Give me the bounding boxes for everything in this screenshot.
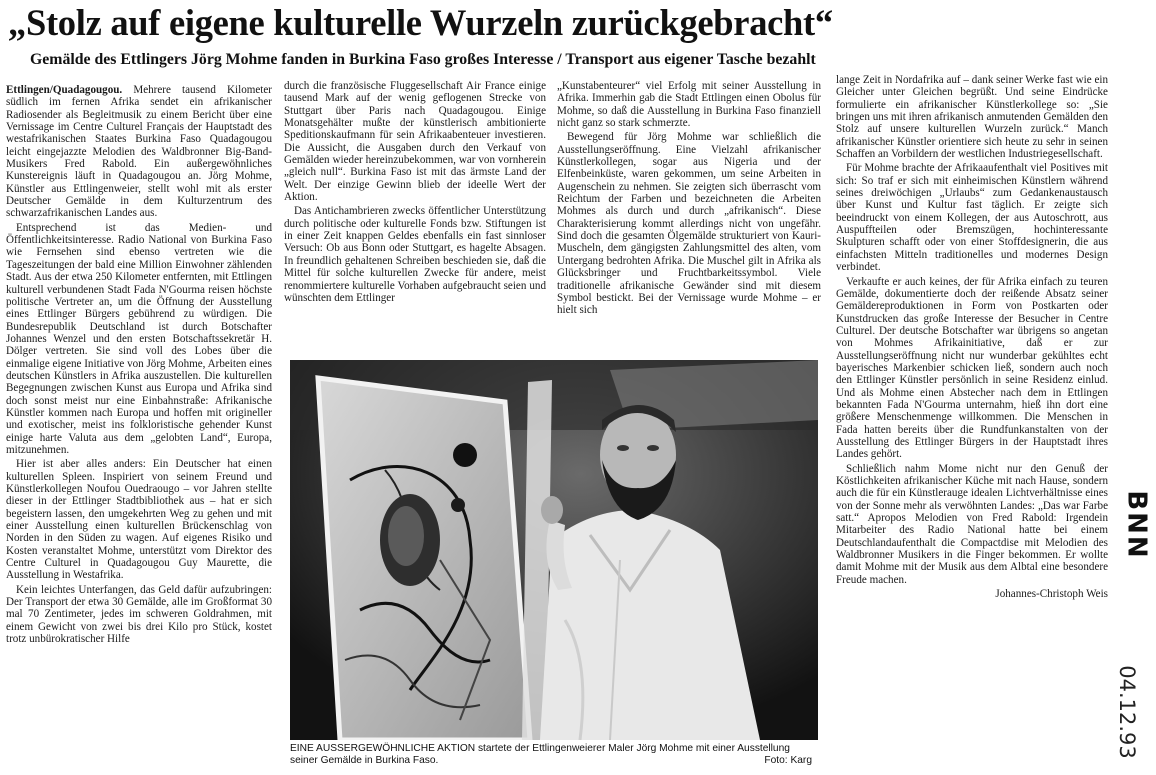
photo-credit: Foto: Karg (764, 755, 812, 767)
paragraph: lange Zeit in Nordafrika auf – dank seiner Werke fast wie ein Gleicher unter Gleichen begrüßt. Und seine Eindrücke formulierte ein afrikanischer Künstlerkollege so: „Sie bringen uns mit ihren afrikanisch anmutenden Gemälden den Stolz auf unsere kulturellen Wurzeln zurück.“ Manch afrikanischer Künstler orientiere sich heute zu sehr in seinen Schaffen an Vorbildern der westlichen Industriegesellschaft. (836, 74, 1108, 161)
paragraph: Hier ist aber alles anders: Ein Deutscher hat einen kulturellen Spleen. Inspiriert von seinem Freund und Künstlerkollegen Noufou Ouedraougo – vor Jahren stellte dieser in der Ettlinger Stadtbibliothek aus – hat er sich begeistern lassen, den umgekehrten Weg zu gehen und mit einer Ausstellung einen kulturellen Brückenschlag von Norden in den Süden zu wagen. Auf eigenes Risiko und Kosten veranstaltet Mohme, unterstützt vom Direktor des Centre Culturel in Quadagougou Guy Maurette, die Ausstellung in Westafrika. (6, 458, 272, 582)
photo-caption (290, 743, 818, 768)
handwritten-date-note (1108, 660, 1152, 770)
paragraph: Für Mohme brachte der Afrikaaufenthalt viel Positives mit sich: So traf er sich mit einheimischen Künstlern während seines dreiwöchigen „Urlaubs“ zum Gedankenaustausch über Kunst und Kultur fast täglich. Er zeigte sich beeindruckt von einem Kollegen, der aus Autoschrott, aus Auspuffteilen oder Bremszügen, hochinteressante Skulpturen schafft oder von einer Stoffdesignerin, die aus einfachsten Mitteln traditionelles und modernes Design verbindet. (836, 162, 1108, 274)
painting (318, 378, 530, 740)
paragraph: Schließlich nahm Mome nicht nur den Genuß der Köstlichkeiten afrikanischer Küche mit nach Hause, sondern auch die für ein Künstlerauge idealen Lichtverhältnisse eines von der Sonne mehr als verwöhnten Landes: „Das war Farbe satt.“ Apropos Melodien von Fred Rabold: Irgendein Mitarbeiter des Radio National hatte bei einem Deutschlandaufenthalt die Compactdise mit Melodien des Waldbronner Musikers in die Finger bekommen. Er wollte damit Mohme mit der Musik aus dem Albtal eine besondere Freude machen. (836, 462, 1108, 586)
paragraph: Bewegend für Jörg Mohme war schließlich die Ausstellungseröffnung. Eine Vielzahl afrikanischer Künstlerkollegen, sogar aus Nigeria und der Elfenbeinküste, waren gekommen, um seine Arbeiten in Augenschein zu nehmen. Sie zeigten sich überrascht vom Reichtum der Farben und bezeichneten die Arbeiten Mohmes als durch und durch „afrikanisch“. Diese Charakterisierung kommt allerdings nicht von ungefähr. Sind doch die gesamten Ölgemälde strukturiert von Kauri-Muscheln, dem gängigsten Zahlungsmittel des alten, vom Untergang bedrohten Afrika. Die Muschel gilt in Afrika als Glücksbringer und Fruchtbarkeitssymbol. Viele traditionelle afrikanische Gewänder sind mit diesem Symbol bestickt. Bei der Vernissage wurde Mohme – er hielt sich (557, 131, 821, 317)
paragraph: Entsprechend ist das Medien- und Öffentlichkeitsinteresse. Radio National von Burkina Faso wie Fernsehen sind ebenso vertreten wie die Tageszeitungen der bald eine Million Einwohner zählenden Stadt. Aus der etwa 250 Kilometer entfernten, mit Ettlingen kulturell verbundenen Stadt Fada N'Gourma reisen höchste politische Vertreter an, um die Öffnung der Ausstellung eines Ettlinger Bürgers gebührend zu würdigen. Die Bundesrepublik Deutschland ist durch Botschafter Johannes Wenzel und den ersten Botschaftssekretär H. Dölger vertreten. Sie sind voll des Lobes über die einmalige eigene Initiative von Jörg Mohme, Arbeiten eines deutschen Künstlers in Afrika auszustellen. Die kulturellen Begegnungen zwischen Kunst aus Europa und Afrika sind doch sonst meist nur eine Einbahnstraße: Afrikanische Künstler kommen nach Europa und hoffen mit origineller und exotischer, meist ins folkloristische gehender Kunst einige harte Valuta aus dem „gelobten Land“, Europa, mitzunehmen. (6, 221, 272, 456)
article-column-3 (557, 80, 821, 356)
paragraph (6, 84, 272, 220)
photo-illustration (290, 360, 818, 740)
article-column-4 (836, 74, 1108, 766)
subheadline: Gemälde des Ettlingers Jörg Mohme fanden in Burkina Faso großes Interesse / Transport aus eigener Tasche bezahlt (30, 51, 816, 68)
paragraph: durch die französische Fluggesellschaft Air France einige tausend Mark auf der wenig geflogenen Strecke von Stuttgart über Paris nach Quadagougou. Einige Monatsgehälter mußte der künstlerisch ambitionierte Speditionskaufmann für sein Afrikaabenteuer investieren. Die Aussicht, die Ausgaben durch den Verkauf von Gemälden wieder hereinzubekommen, war von vornherein „gleich null“. Burkina Faso ist mit das ärmste Land der Welt. Der einzige Gewinn blieb der ideelle Wert der Aktion. (284, 80, 546, 204)
paragraph: Verkaufte er auch keines, der für Afrika einfach zu teuren Gemälde, dokumentierte doch der reißende Absatz seiner Gemäldereproduktionen in Form von Postkarten oder Kunstdrucken das große Interesse der Besucher in Centre Culturel. Der deutsche Botschafter war übrigens so angetan von Mohmes Afrikainitiative, daß er zur Ausstellungseröffnung nicht nur wunderbar gekühltes echt bayerisches Markenbier schicken ließ, sondern auch noch den Ettlinger Künstler persönlich in seine Residenz einlud. Und als Mohme einen Abstecher nach dem in Ettlingen bekannten Fada N'Gourma unternahm, hieß ihn dort eine größere Menschenmenge willkommen. Die Menschen in Fada hatten bereits über die Rundfunkanstalten von der Ausstellung des Ettlinger Bürgers in der Hauptstadt ihres Landes gehört. (836, 275, 1108, 461)
dateline: Ettlingen/Quadagougou. (6, 84, 123, 96)
paragraph: Kein leichtes Unterfangen, das Geld dafür aufzubringen: Der Transport der etwa 30 Gemälde, alle im Großformat 30 mal 70 Zentimeter, jedes im schweren Goldrahmen, mit einem Gewicht von zwei bis drei Kilo pro Stück, kostet trotz unbürokratischer Hilfe (6, 583, 272, 646)
article-column-2 (284, 80, 546, 356)
handwritten-date: 04.12.93 (1114, 665, 1139, 759)
byline: Johannes-Christoph Weis (995, 588, 1108, 601)
caption-text: EINE AUSSERGEWÖHNLICHE AKTION startete der Ettlingenweierer Maler Jörg Mohme mit einer Ausstellung seiner Gemälde in Burkina Faso. (290, 743, 790, 767)
source-stamp (1112, 470, 1152, 590)
headline: „Stolz auf eigene kulturelle Wurzeln zurückgebracht“ (8, 2, 833, 43)
source-mark: BNN (1121, 490, 1152, 560)
paragraph: Das Antichambrieren zwecks öffentlicher Unterstützung durch politische oder kulturelle Fonds bzw. Stiftungen ist in einer Zeit knappen Geldes ebenfalls ein fast sinnloser Versuch: Ob aus Bonn oder Stuttgart, es hagelte Absagen. In freundlich gehaltenen Schreiben beschieden sie, daß die Mittel für solche kulturellen Zwecke für andere, meist renommiertere kulturelle Vorhaben aufgebraucht seien und wünschten dem Ettlinger (284, 205, 546, 304)
paragraph-text: Mehrere tausend Kilometer südlich im fernen Afrika sendet ein afrikanischer Radiosender als Begleitmusik zu einem Bericht über eine Vernissage im Centre Culturel Français der Hauptstadt des westafrikanischen Staates Burkina Faso Quadagougou leicht eingejazzte Melodien des Waldbronner Big-Band-Musikers Fred Rabold. Ein außergewöhnliches Kunstereignis läuft in Quadagougou an. Jörg Mohme, Künstler aus Ettlingenweier, stellt wohl mit als erster Deutscher Gemälde in dem Kulturzentrum des schwarzafrikanischen Landes aus. (6, 84, 272, 220)
article-photo (290, 360, 818, 740)
article-column-1 (6, 84, 272, 770)
paragraph: „Kunstabenteurer“ viel Erfolg mit seiner Ausstellung in Afrika. Immerhin gab die Stadt Ettlingen einen Obolus für Mohme, so daß die Ausstellung in Burkina Faso finanziell nicht ganz so stark schmerzte. (557, 80, 821, 130)
